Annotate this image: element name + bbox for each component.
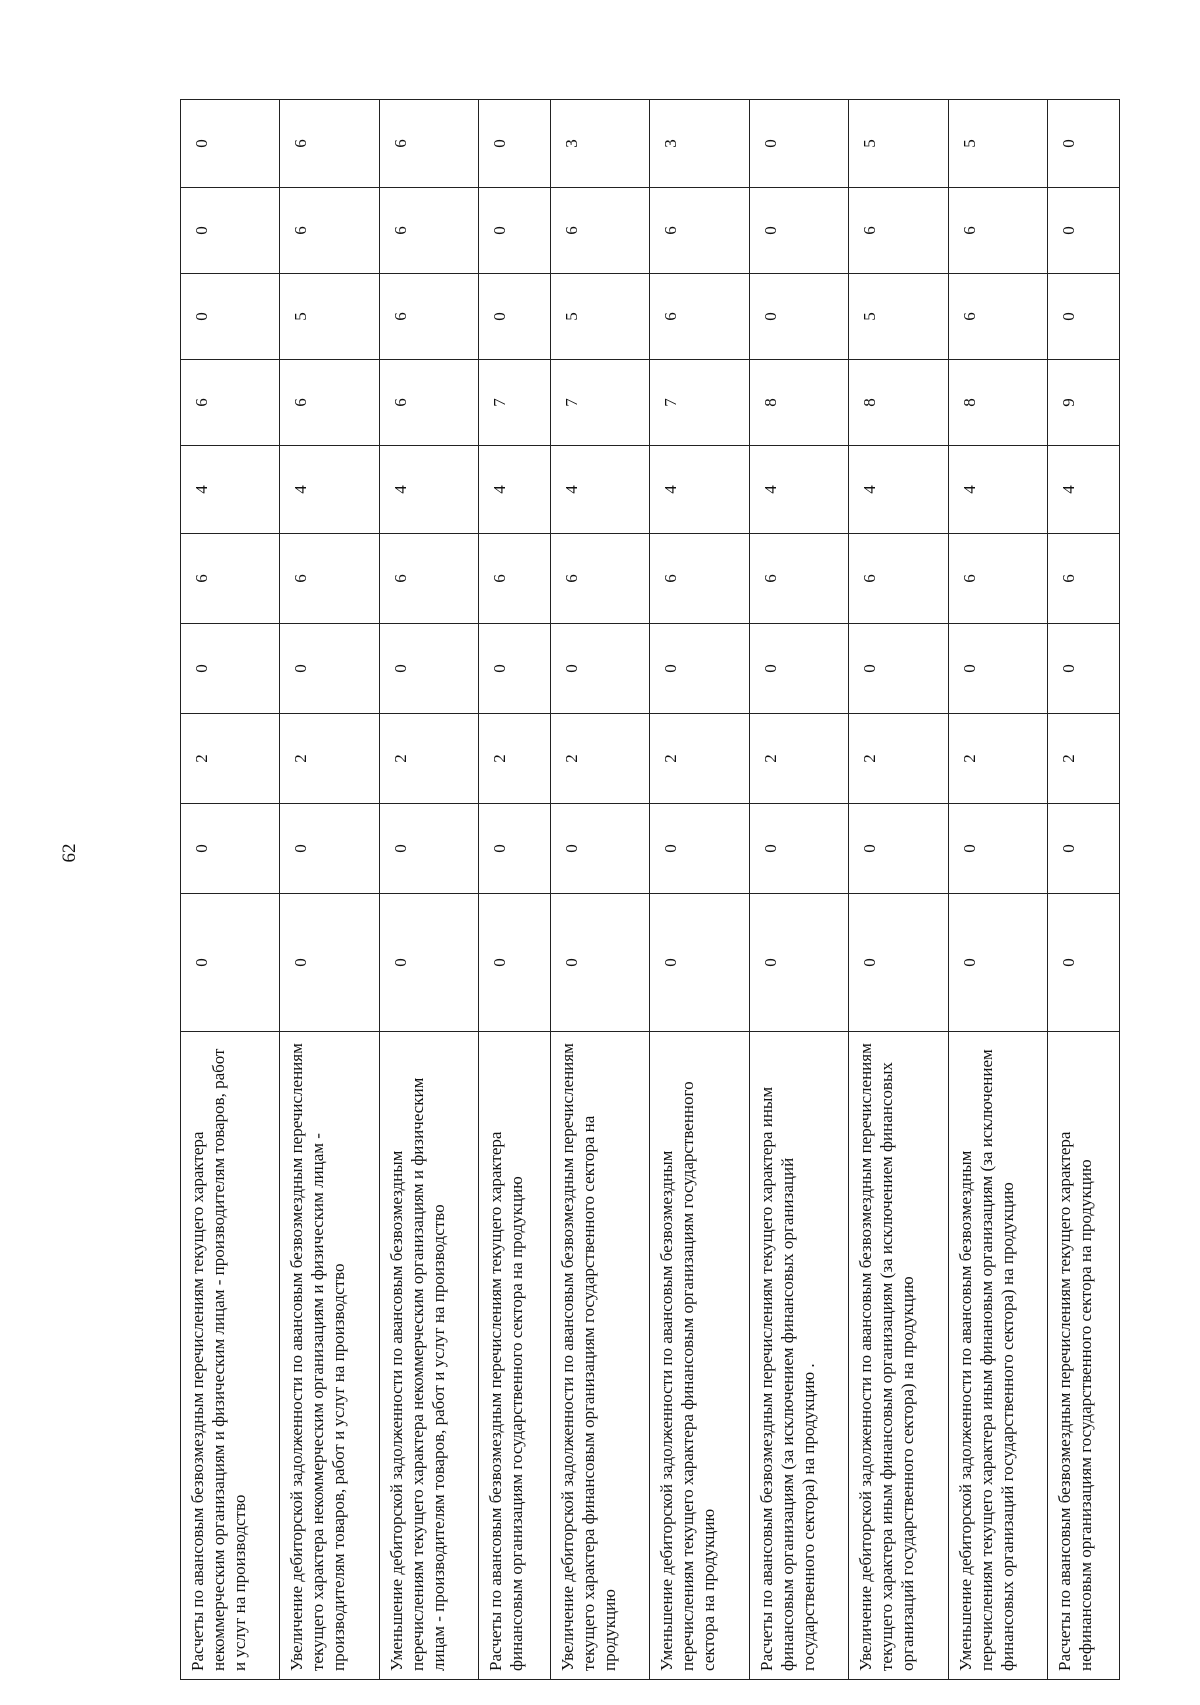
code-cell: 5 <box>551 274 650 360</box>
code-cell: 6 <box>551 188 650 274</box>
code-cell: 6 <box>379 188 478 274</box>
code-cell: 2 <box>551 714 650 804</box>
code-cell: 6 <box>551 534 650 624</box>
code-cell: 0 <box>479 188 551 274</box>
table-row <box>849 100 948 1680</box>
row-label: Увеличение дебиторской задолженности по авансовым безвозмездным перечислениям текущего характера некоммерческим организациям и физическим лицам - производителям товаров, работ и услуг на производство <box>280 1032 379 1680</box>
code-cell: 6 <box>379 360 478 446</box>
code-cell: 5 <box>280 274 379 360</box>
code-cell: 6 <box>379 100 478 188</box>
code-cell: 3 <box>551 100 650 188</box>
row-label: Расчеты по авансовым безвозмездным перечислениям текущего характера финансовым организациям государственного сектора на продукцию <box>479 1032 551 1680</box>
code-cell: 0 <box>948 624 1047 714</box>
code-cell: 6 <box>849 534 948 624</box>
code-cell: 6 <box>280 100 379 188</box>
code-cell: 0 <box>181 624 280 714</box>
code-cell: 2 <box>1048 714 1120 804</box>
code-cell: 0 <box>1048 894 1120 1032</box>
code-cell: 2 <box>181 714 280 804</box>
code-cell: 0 <box>280 804 379 894</box>
table-row <box>1048 100 1120 1680</box>
code-cell: 5 <box>849 100 948 188</box>
code-cell: 0 <box>479 624 551 714</box>
accounts-table <box>180 99 1120 1680</box>
code-cell: 2 <box>650 714 749 804</box>
code-cell: 0 <box>479 804 551 894</box>
row-label: Уменьшение дебиторской задолженности по авансовым безвозмездным перечислениям текущего характера некоммерческим организациям и физическим лицам - производителям товаров, работ и услуг на производство <box>379 1032 478 1680</box>
code-cell: 4 <box>379 446 478 534</box>
table-row <box>650 100 749 1680</box>
code-cell: 0 <box>650 894 749 1032</box>
code-cell: 4 <box>650 446 749 534</box>
code-cell: 0 <box>749 274 848 360</box>
code-cell: 0 <box>749 188 848 274</box>
code-cell: 2 <box>379 714 478 804</box>
code-cell: 0 <box>280 894 379 1032</box>
row-label: Увеличение дебиторской задолженности по авансовым безвозмездным перечислениям текущего характера финансовым организациям государственного сектора на продукцию <box>551 1032 650 1680</box>
code-cell: 0 <box>1048 100 1120 188</box>
code-cell: 0 <box>749 894 848 1032</box>
row-label: Уменьшение дебиторской задолженности по авансовым безвозмездным перечислениям текущего характера иным финановым организациям (за исключением финансовых организаций государственного сектора) на продукцию <box>948 1032 1047 1680</box>
code-cell: 0 <box>479 100 551 188</box>
code-cell: 0 <box>551 624 650 714</box>
code-cell: 0 <box>181 894 280 1032</box>
code-cell: 2 <box>948 714 1047 804</box>
code-cell: 0 <box>948 894 1047 1032</box>
code-cell: 0 <box>551 894 650 1032</box>
table-row <box>379 100 478 1680</box>
code-cell: 8 <box>749 360 848 446</box>
code-cell: 2 <box>280 714 379 804</box>
code-cell: 0 <box>479 274 551 360</box>
code-cell: 6 <box>479 534 551 624</box>
code-cell: 4 <box>479 446 551 534</box>
code-cell: 6 <box>948 188 1047 274</box>
code-cell: 0 <box>1048 274 1120 360</box>
code-cell: 0 <box>479 894 551 1032</box>
code-cell: 0 <box>749 804 848 894</box>
table-row <box>551 100 650 1680</box>
code-cell: 0 <box>379 804 478 894</box>
code-cell: 6 <box>749 534 848 624</box>
code-cell: 0 <box>181 804 280 894</box>
table-row <box>479 100 551 1680</box>
code-cell: 4 <box>948 446 1047 534</box>
code-cell: 4 <box>181 446 280 534</box>
page-number: 62 <box>59 843 80 863</box>
code-cell: 6 <box>181 534 280 624</box>
code-cell: 2 <box>849 714 948 804</box>
code-cell: 0 <box>650 624 749 714</box>
code-cell: 4 <box>280 446 379 534</box>
row-label: Уменьшение дебиторской задолженности по авансовым безвозмездным перечислениям текущего характера финансовым организациям государственного сектора на продукцию <box>650 1032 749 1680</box>
code-cell: 6 <box>181 360 280 446</box>
code-cell: 6 <box>948 534 1047 624</box>
code-cell: 5 <box>948 100 1047 188</box>
code-cell: 6 <box>280 534 379 624</box>
code-cell: 9 <box>1048 360 1120 446</box>
row-label: Расчеты по авансовым безвозмездным перечислениям текущего характера иным финансовым организациям (за исключением финансовых организаций государственного сектора) на продукцию . <box>749 1032 848 1680</box>
code-cell: 0 <box>948 804 1047 894</box>
table-row <box>749 100 848 1680</box>
row-label: Расчеты по авансовым безвозмездным перечислениям текущего характера некоммерческим организациям и физическим лицам - производителям товаров, работ и услуг на производство <box>181 1032 280 1680</box>
code-cell: 0 <box>849 624 948 714</box>
code-cell: 0 <box>379 624 478 714</box>
code-cell: 0 <box>280 624 379 714</box>
code-cell: 8 <box>948 360 1047 446</box>
code-cell: 6 <box>650 534 749 624</box>
code-cell: 0 <box>379 894 478 1032</box>
code-cell: 6 <box>280 188 379 274</box>
code-cell: 0 <box>181 188 280 274</box>
code-cell: 4 <box>749 446 848 534</box>
code-cell: 8 <box>849 360 948 446</box>
code-cell: 0 <box>749 100 848 188</box>
code-cell: 0 <box>1048 624 1120 714</box>
row-label: Расчеты по авансовым безвозмездным перечислениям текущего характера нефинансовым организациям государственного сектора на продукцию <box>1048 1032 1120 1680</box>
code-cell: 4 <box>551 446 650 534</box>
code-cell: 0 <box>181 274 280 360</box>
code-cell: 0 <box>849 894 948 1032</box>
table-row <box>948 100 1047 1680</box>
code-cell: 6 <box>379 534 478 624</box>
code-cell: 2 <box>749 714 848 804</box>
code-cell: 0 <box>749 624 848 714</box>
code-cell: 5 <box>849 274 948 360</box>
code-cell: 6 <box>948 274 1047 360</box>
code-cell: 0 <box>1048 804 1120 894</box>
code-cell: 6 <box>379 274 478 360</box>
code-cell: 7 <box>551 360 650 446</box>
code-cell: 0 <box>1048 188 1120 274</box>
code-cell: 4 <box>1048 446 1120 534</box>
row-label: Увеличение дебиторской задолженности по авансовым безвозмездным перечислениям текущего характера иным финансовым организациям (за исключением финансовых организаций государственного сектора) на продукцию <box>849 1032 948 1680</box>
code-cell: 0 <box>849 804 948 894</box>
code-cell: 0 <box>650 804 749 894</box>
code-cell: 0 <box>181 100 280 188</box>
code-cell: 4 <box>849 446 948 534</box>
code-cell: 0 <box>551 804 650 894</box>
table-row <box>181 100 280 1680</box>
code-cell: 7 <box>650 360 749 446</box>
code-cell: 2 <box>479 714 551 804</box>
code-cell: 6 <box>650 188 749 274</box>
code-cell: 6 <box>849 188 948 274</box>
table-row <box>280 100 379 1680</box>
code-cell: 6 <box>1048 534 1120 624</box>
code-cell: 6 <box>280 360 379 446</box>
rotated-table-wrapper <box>180 100 1120 1680</box>
code-cell: 6 <box>650 274 749 360</box>
code-cell: 7 <box>479 360 551 446</box>
code-cell: 3 <box>650 100 749 188</box>
